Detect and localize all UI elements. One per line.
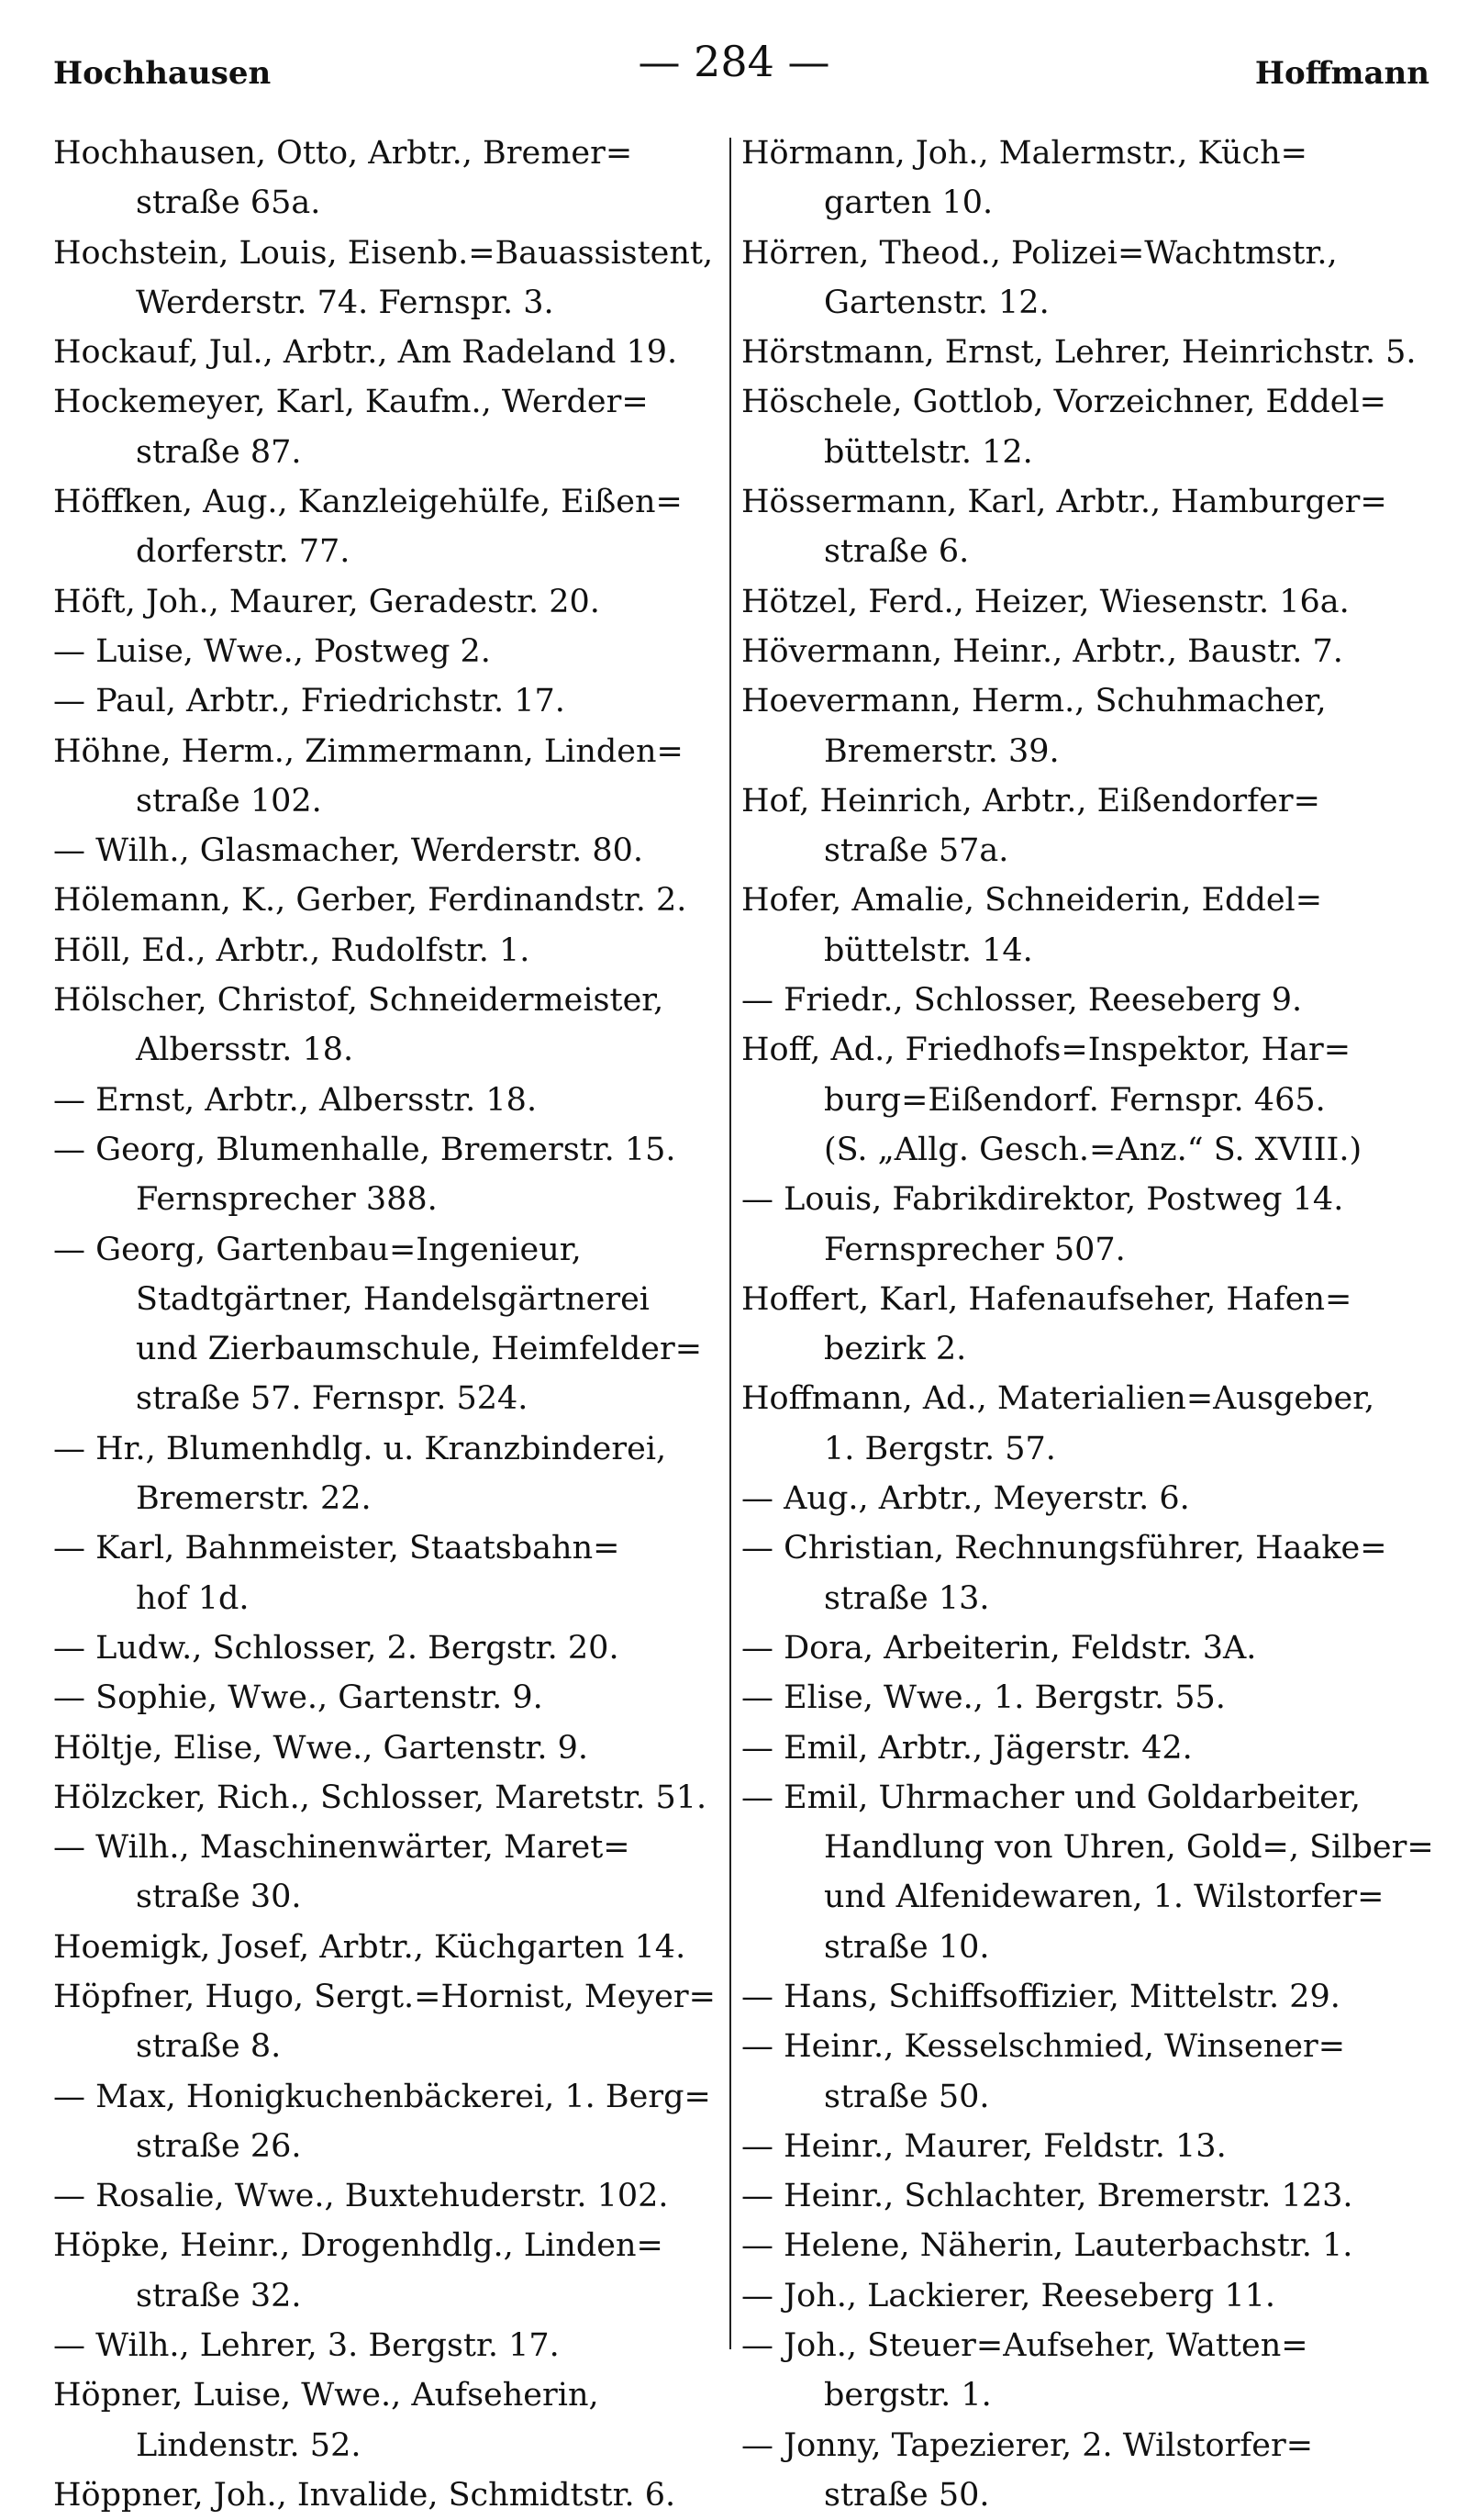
entry-line: Hochstein, Louis, Eisenb.=Bauassistent,	[53, 234, 714, 272]
entry-line: Hoff, Ad., Friedhofs=Inspektor, Har=	[741, 1031, 1351, 1069]
entry-continuation-line: garten 10.	[824, 184, 994, 222]
entry-continuation-line: und Zierbaumschule, Heimfelder=	[136, 1331, 703, 1368]
entry-continuation-line: Gartenstr. 12.	[824, 284, 1050, 321]
entry-continuation-line: hof 1d.	[136, 1579, 250, 1617]
entry-line: — Sophie, Wwe., Gartenstr. 9.	[53, 1679, 543, 1717]
entry-line: Hockauf, Jul., Arbtr., Am Radeland 19.	[53, 334, 678, 372]
entry-continuation-line: straße 26.	[136, 2127, 302, 2165]
entry-continuation-line: straße 13.	[824, 1579, 990, 1617]
entry-line: — Emil, Uhrmacher und Goldarbeiter,	[741, 1778, 1361, 1816]
entry-continuation-line: und Alfenidewaren, 1. Wilstorfer=	[824, 1879, 1385, 1916]
entry-continuation-line: straße 6.	[824, 533, 970, 571]
entry-line: Hockemeyer, Karl, Kaufm., Werder=	[53, 384, 649, 421]
entry-line: — Heinr., Schlachter, Bremerstr. 123.	[741, 2178, 1353, 2215]
entry-line: Hörren, Theod., Polizei=Wachtmstr.,	[741, 234, 1338, 272]
entry-continuation-line: straße 50.	[824, 2476, 990, 2514]
entry-line: — Hr., Blumenhdlg. u. Kranzbinderei,	[53, 1430, 667, 1467]
entry-line: Höffken, Aug., Kanzleigehülfe, Eißen=	[53, 484, 683, 521]
entry-line: Hofer, Amalie, Schneiderin, Eddel=	[741, 882, 1323, 920]
entry-continuation-line: straße 8.	[136, 2028, 282, 2066]
entry-continuation-line: büttelstr. 14.	[824, 931, 1033, 969]
entry-line: — Paul, Arbtr., Friedrichstr. 17.	[53, 683, 565, 720]
entry-continuation-line: dorferstr. 77.	[136, 533, 350, 571]
entry-continuation-line: straße 30.	[136, 1879, 302, 1916]
entry-line: Hoemigk, Josef, Arbtr., Küchgarten 14.	[53, 1928, 686, 1966]
entry-line: Höhne, Herm., Zimmermann, Linden=	[53, 732, 684, 770]
entry-continuation-line: Stadtgärtner, Handelsgärtnerei	[136, 1280, 650, 1318]
entry-continuation-line: straße 57. Fernspr. 524.	[136, 1380, 528, 1418]
entry-line: — Rosalie, Wwe., Buxtehuderstr. 102.	[53, 2178, 669, 2215]
entry-line: — Christian, Rechnungsführer, Haake=	[741, 1530, 1387, 1567]
entry-line: Hölzcker, Rich., Schlosser, Maretstr. 51.	[53, 1778, 707, 1816]
entry-continuation-line: bezirk 2.	[824, 1331, 967, 1368]
entry-line: Höpner, Luise, Wwe., Aufseherin,	[53, 2377, 599, 2414]
entry-line: — Emil, Arbtr., Jägerstr. 42.	[741, 1729, 1193, 1767]
entry-line: Hoffert, Karl, Hafenaufseher, Hafen=	[741, 1280, 1352, 1318]
entry-line: Hochhausen, Otto, Arbtr., Bremer=	[53, 135, 633, 172]
entry-line: — Joh., Steuer=Aufseher, Watten=	[741, 2327, 1308, 2365]
entry-line: — Luise, Wwe., Postweg 2.	[53, 632, 491, 670]
entry-line: — Wilh., Glasmacher, Werderstr. 80.	[53, 832, 644, 870]
entry-line: — Jonny, Tapezierer, 2. Wilstorfer=	[741, 2426, 1314, 2464]
entry-line: Hoffmann, Ad., Materialien=Ausgeber,	[741, 1380, 1375, 1418]
entry-continuation-line: burg=Eißendorf. Fernspr. 465.	[824, 1081, 1326, 1119]
entry-continuation-line: straße 10.	[824, 1928, 990, 1966]
entry-line: Höft, Joh., Maurer, Geradestr. 20.	[53, 583, 600, 620]
page-number: — 284 —	[638, 37, 830, 86]
entry-line: Höschele, Gottlob, Vorzeichner, Eddel=	[741, 384, 1386, 421]
entry-line: Höpke, Heinr., Drogenhdlg., Linden=	[53, 2227, 663, 2265]
entry-line: — Max, Honigkuchenbäckerei, 1. Berg=	[53, 2078, 711, 2115]
entry-line: — Wilh., Lehrer, 3. Bergstr. 17.	[53, 2327, 560, 2365]
entry-line: Höltje, Elise, Wwe., Gartenstr. 9.	[53, 1729, 588, 1767]
entry-continuation-line: straße 102.	[136, 782, 322, 820]
entry-continuation-line: Lindenstr. 52.	[136, 2426, 361, 2464]
entry-continuation-line: Werderstr. 74. Fernspr. 3.	[136, 284, 554, 321]
entry-continuation-line: Bremerstr. 39.	[824, 732, 1060, 770]
entry-line: — Ernst, Arbtr., Albersstr. 18.	[53, 1081, 538, 1119]
entry-line: Höpfner, Hugo, Sergt.=Hornist, Meyer=	[53, 1978, 716, 2015]
entry-line: — Heinr., Maurer, Feldstr. 13.	[741, 2127, 1227, 2165]
entry-continuation-line: bergstr. 1.	[824, 2377, 992, 2414]
entry-line: Hössermann, Karl, Arbtr., Hamburger=	[741, 484, 1387, 521]
entry-line: Hof, Heinrich, Arbtr., Eißendorfer=	[741, 782, 1320, 820]
entry-continuation-line: straße 50.	[824, 2078, 990, 2115]
entry-line: — Wilh., Maschinenwärter, Maret=	[53, 1829, 630, 1867]
entry-line: Hoevermann, Herm., Schuhmacher,	[741, 683, 1327, 720]
entry-line: — Joh., Lackierer, Reeseberg 11.	[741, 2277, 1276, 2314]
entry-line: — Friedr., Schlosser, Reeseberg 9.	[741, 982, 1303, 1020]
column-divider	[729, 138, 731, 2349]
entry-continuation-line: Bremerstr. 22.	[136, 1480, 372, 1518]
entry-line: — Helene, Näherin, Lauterbachstr. 1.	[741, 2227, 1353, 2265]
entry-continuation-line: 1. Bergstr. 57.	[824, 1430, 1056, 1467]
entry-continuation-line: (S. „Allg. Gesch.=Anz.“ S. XVIII.)	[824, 1131, 1362, 1168]
entry-line: Höll, Ed., Arbtr., Rudolfstr. 1.	[53, 931, 530, 969]
entry-line: — Ludw., Schlosser, 2. Bergstr. 20.	[53, 1629, 619, 1667]
entry-line: — Dora, Arbeiterin, Feldstr. 3A.	[741, 1629, 1257, 1667]
entry-continuation-line: straße 32.	[136, 2277, 302, 2314]
entry-line: Hörmann, Joh., Malermstr., Küch=	[741, 135, 1307, 172]
entry-line: Hörstmann, Ernst, Lehrer, Heinrichstr. 5.	[741, 334, 1417, 372]
entry-line: Hölemann, K., Gerber, Ferdinandstr. 2.	[53, 882, 687, 920]
header-left-keyword: Hochhausen	[53, 55, 272, 92]
entry-continuation-line: straße 57a.	[824, 832, 1009, 870]
right-column	[741, 128, 1439, 2520]
entry-line: Hötzel, Ferd., Heizer, Wiesenstr. 16a.	[741, 583, 1350, 620]
entry-line: — Heinr., Kesselschmied, Winsener=	[741, 2028, 1346, 2066]
entry-continuation-line: büttelstr. 12.	[824, 433, 1033, 471]
entry-line: — Hans, Schiffsoffizier, Mittelstr. 29.	[741, 1978, 1340, 2015]
entry-line: — Elise, Wwe., 1. Bergstr. 55.	[741, 1679, 1226, 1717]
left-column	[53, 128, 732, 2520]
entry-line: — Karl, Bahnmeister, Staatsbahn=	[53, 1530, 620, 1567]
page-header	[0, 0, 1468, 110]
entry-continuation-line: Handlung von Uhren, Gold=, Silber=	[824, 1829, 1434, 1867]
entry-line: — Georg, Gartenbau=Ingenieur,	[53, 1231, 582, 1268]
entry-line: — Aug., Arbtr., Meyerstr. 6.	[741, 1480, 1190, 1518]
entry-line: — Louis, Fabrikdirektor, Postweg 14.	[741, 1181, 1344, 1219]
entry-continuation-line: straße 87.	[136, 433, 302, 471]
entry-continuation-line: Fernsprecher 507.	[824, 1231, 1126, 1268]
entry-line: — Georg, Blumenhalle, Bremerstr. 15.	[53, 1131, 676, 1168]
entry-line: Höppner, Joh., Invalide, Schmidtstr. 6.	[53, 2476, 676, 2514]
entry-line: Hölscher, Christof, Schneidermeister,	[53, 982, 664, 1020]
entry-continuation-line: straße 65a.	[136, 184, 321, 222]
entry-line: Hövermann, Heinr., Arbtr., Baustr. 7.	[741, 632, 1343, 670]
entry-continuation-line: Albersstr. 18.	[136, 1031, 354, 1069]
header-right-keyword: Hoffmann	[1254, 55, 1429, 92]
entry-continuation-line: Fernsprecher 388.	[136, 1181, 438, 1219]
